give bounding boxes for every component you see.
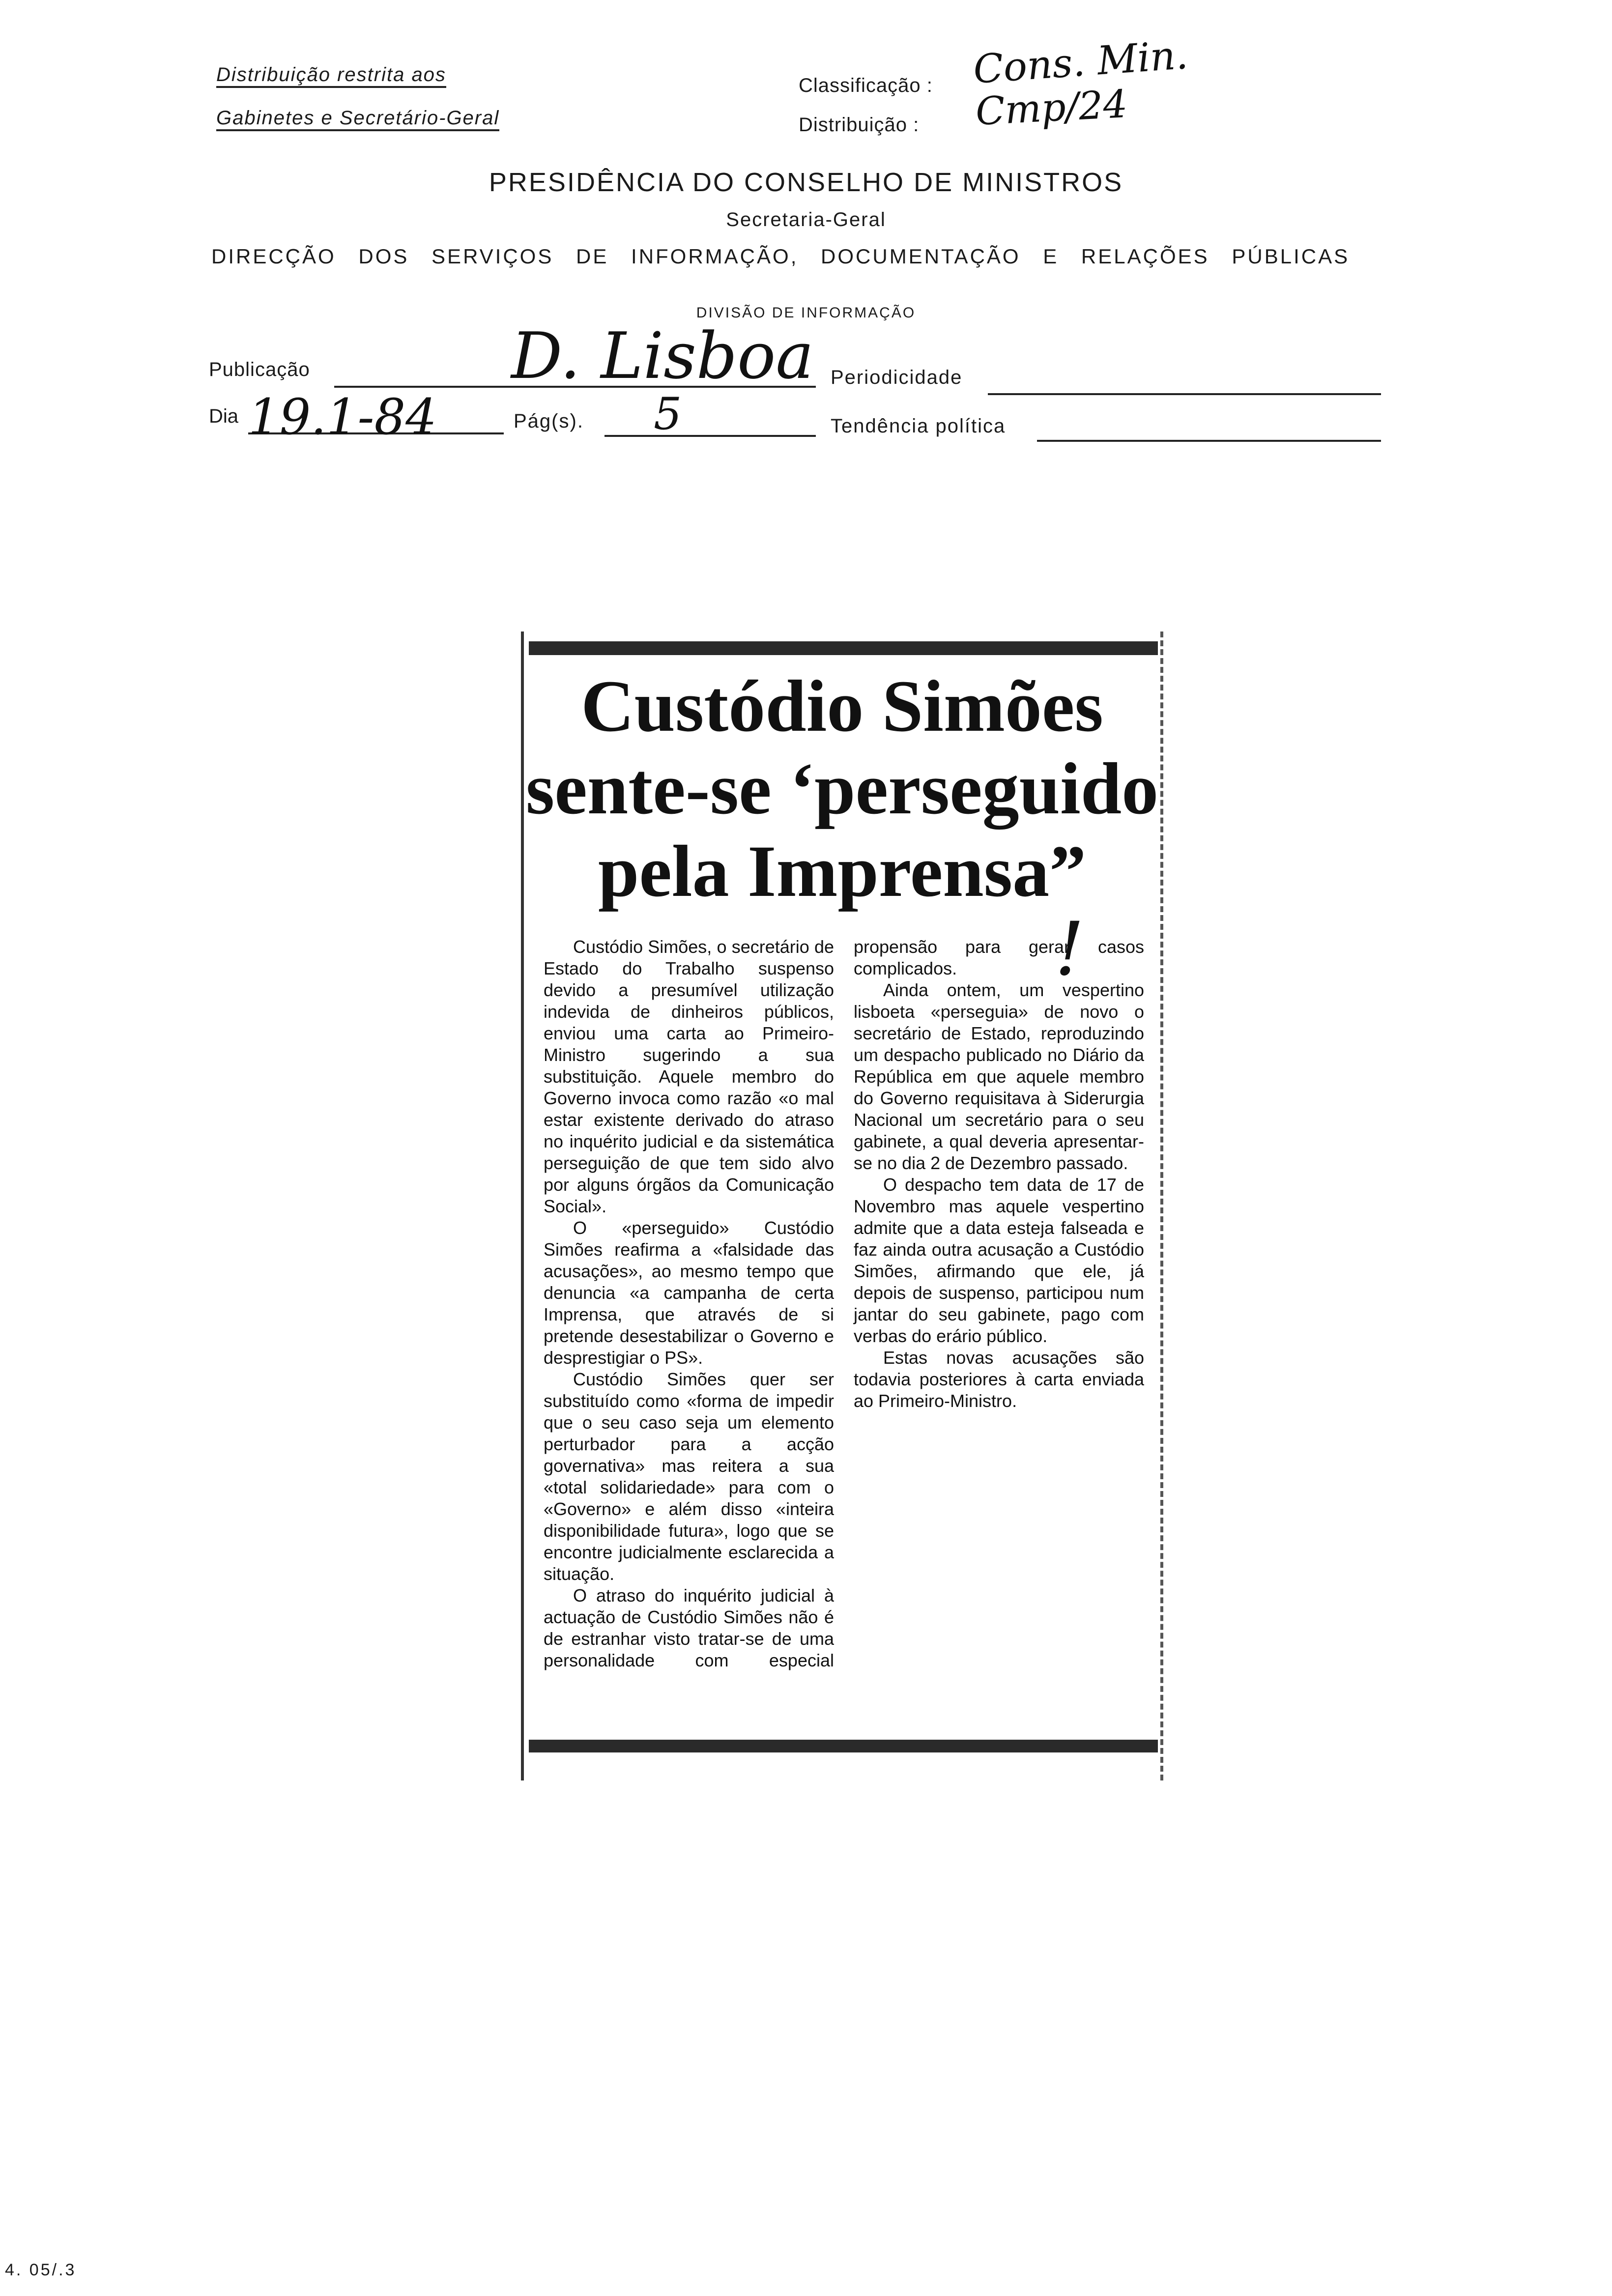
headline-line3: pela Imprensa”: [598, 831, 1087, 912]
article-paragraph: Custódio Simões, o secretário de Estado do Trabalho suspenso devido a presumível utilização indevida de dinheiros públicos, enviou uma carta ao Primeiro-Ministro sugerindo a sua substituição. Aquele membro do Governo invoca como razão «o mal estar existente derivado do atraso no inquérito judicial e da sistemática perseguição de que tem sido alvo por alguns órgãos da Comunicação Social».: [544, 937, 834, 1216]
periodicity-label: Periodicidade: [831, 367, 963, 388]
directorate-line: DIRECÇÃO DOS SERVIÇOS DE INFORMAÇÃO, DOCUMENTAÇÃO E RELAÇÕES PÚBLICAS: [211, 245, 1350, 268]
distribution-handwritten-value: Cmp/24: [974, 82, 1129, 135]
political-tendency-field-line: [1037, 440, 1381, 442]
pages-field-line: [604, 435, 816, 437]
newspaper-clipping: [521, 631, 1163, 1780]
classification-label: Classificação :: [799, 75, 933, 96]
institution-title: PRESIDÊNCIA DO CONSELHO DE MINISTROS: [489, 168, 1123, 197]
article-paragraph: O despacho tem data de 17 de Novembro mas aquele vespertino admite que a data esteja falseada e faz ainda outra acusação a Custódio Simões, afirmando que ele, já depois de suspenso, participou num jantar do seu gabinete, pago com verbas do erário público.: [854, 1175, 1144, 1346]
publication-label: Publicação: [209, 359, 310, 380]
article-paragraph: Custódio Simões quer ser substituído como «forma de impedir que o seu caso seja um elemento perturbador para a acção governativa» mas reitera a sua «total solidariedade» para com o «Governo» e além disso «inteira disponibilidade futura», logo que se encontre judicialmente esclarecida a situação.: [544, 1369, 834, 1584]
headline-line1: Custódio Simões: [581, 665, 1103, 747]
clipping-bottom-rule: [529, 1740, 1158, 1752]
distribution-note-line2: Gabinetes e Secretário-Geral: [216, 107, 499, 131]
article-body: [544, 936, 1144, 1713]
clipping-headline: [524, 665, 1160, 913]
handwritten-exclamation-mark: !: [1055, 907, 1085, 992]
secretariat-subtitle: Secretaria-Geral: [726, 209, 886, 230]
classification-handwritten-value: Cons. Min.: [972, 31, 1189, 93]
day-label: Dia: [209, 405, 239, 427]
periodicity-field-line: [988, 393, 1381, 395]
political-tendency-label: Tendência política: [831, 415, 1006, 437]
division-line: DIVISÃO DE INFORMAÇÃO: [696, 305, 916, 321]
pages-handwritten-value: 5: [654, 388, 682, 440]
headline-line2: sente-se ‘perseguido: [525, 748, 1159, 830]
article-paragraph: Estas novas acusações são todavia posteriores à carta enviada ao Primeiro-Ministro.: [854, 1348, 1144, 1411]
article-paragraph: O «perseguido» Custódio Simões reafirma a «falsidade das acusações», ao mesmo tempo que denuncia «a campanha de certa Imprensa, que através de si pretende desestabilizar o Governo e desprestigiar o PS».: [544, 1218, 834, 1368]
clipping-top-rule: [529, 641, 1158, 655]
distribution-label: Distribuição :: [799, 114, 920, 136]
article-paragraph: Ainda ontem, um vespertino lisboeta «perseguia» de novo o secretário de Estado, reproduzindo um despacho publicado no Diário da República em que aquele membro do Governo requisitava à Siderurgia Nacional um secretário para o seu gabinete, a qual deveria apresentar-se no dia 2 de Dezembro passado.: [854, 980, 1144, 1173]
article-paragraph: O atraso do inquérito judicial à actuação de Custódio Simões não é de estranhar visto tratar-se de uma personalidade com especial propensão para gerar casos complicados.: [544, 937, 1144, 1670]
pages-label: Pág(s).: [514, 410, 584, 432]
publication-handwritten-value: D. Lisboa: [511, 318, 814, 393]
reference-code: 4. 05/.3: [5, 2261, 77, 2279]
distribution-note-line1: Distribuição restrita aos: [216, 64, 446, 88]
day-handwritten-value: 19.1-84: [248, 388, 437, 446]
